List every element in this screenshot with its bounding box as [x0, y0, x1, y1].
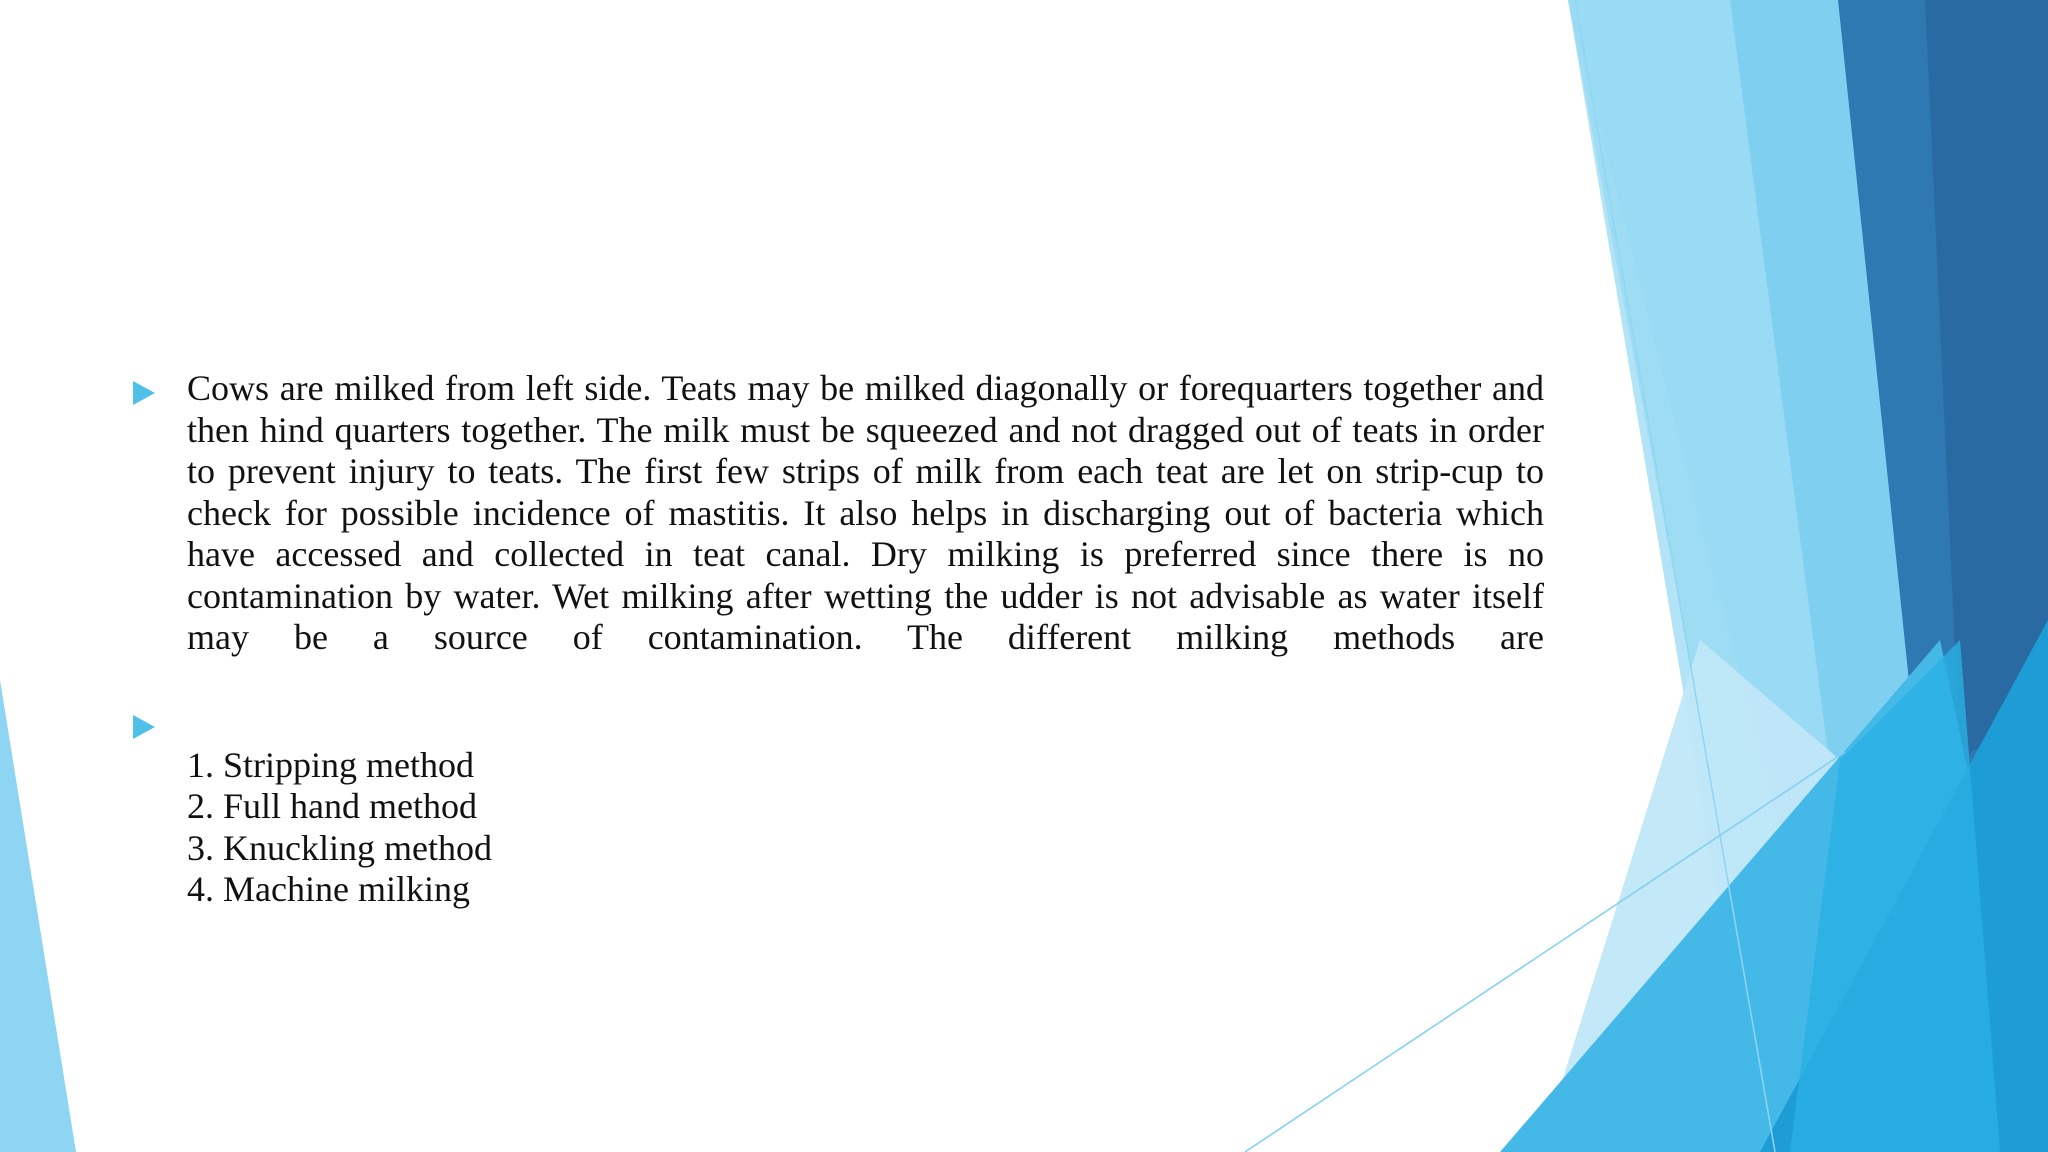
list-item: 1. Stripping method: [187, 744, 474, 785]
list-item: 2. Full hand method: [187, 786, 477, 826]
triangle-bullet-icon: [133, 381, 155, 405]
bullet-methods: [130, 711, 1544, 751]
slide-content: [130, 368, 1544, 911]
bullet-paragraph: [130, 368, 1544, 659]
list-item: 4. Machine milking: [187, 869, 470, 909]
methods-list: [130, 745, 1544, 911]
list-item: 3. Knuckling method: [187, 827, 492, 868]
triangle-bullet-icon: [133, 715, 155, 739]
left-accent-shape: [0, 680, 76, 1152]
milking-description: Cows are milked from left side. Teats may be milked diagonally or forequarters together and then hind quarters together. The milk must be squeezed and not dragged out of teats in order to prevent injury to teats. The first few strips of milk from each teat are let on strip-cup to check for possible incidence of mastitis. It also helps in discharging out of bacteria which have accessed and collected in teat canal. Dry milking is preferred since there is no contamination by water. Wet milking after wetting the udder is not advisable as water itself may be a source of contamination. The different milking methods are: [187, 368, 1544, 657]
